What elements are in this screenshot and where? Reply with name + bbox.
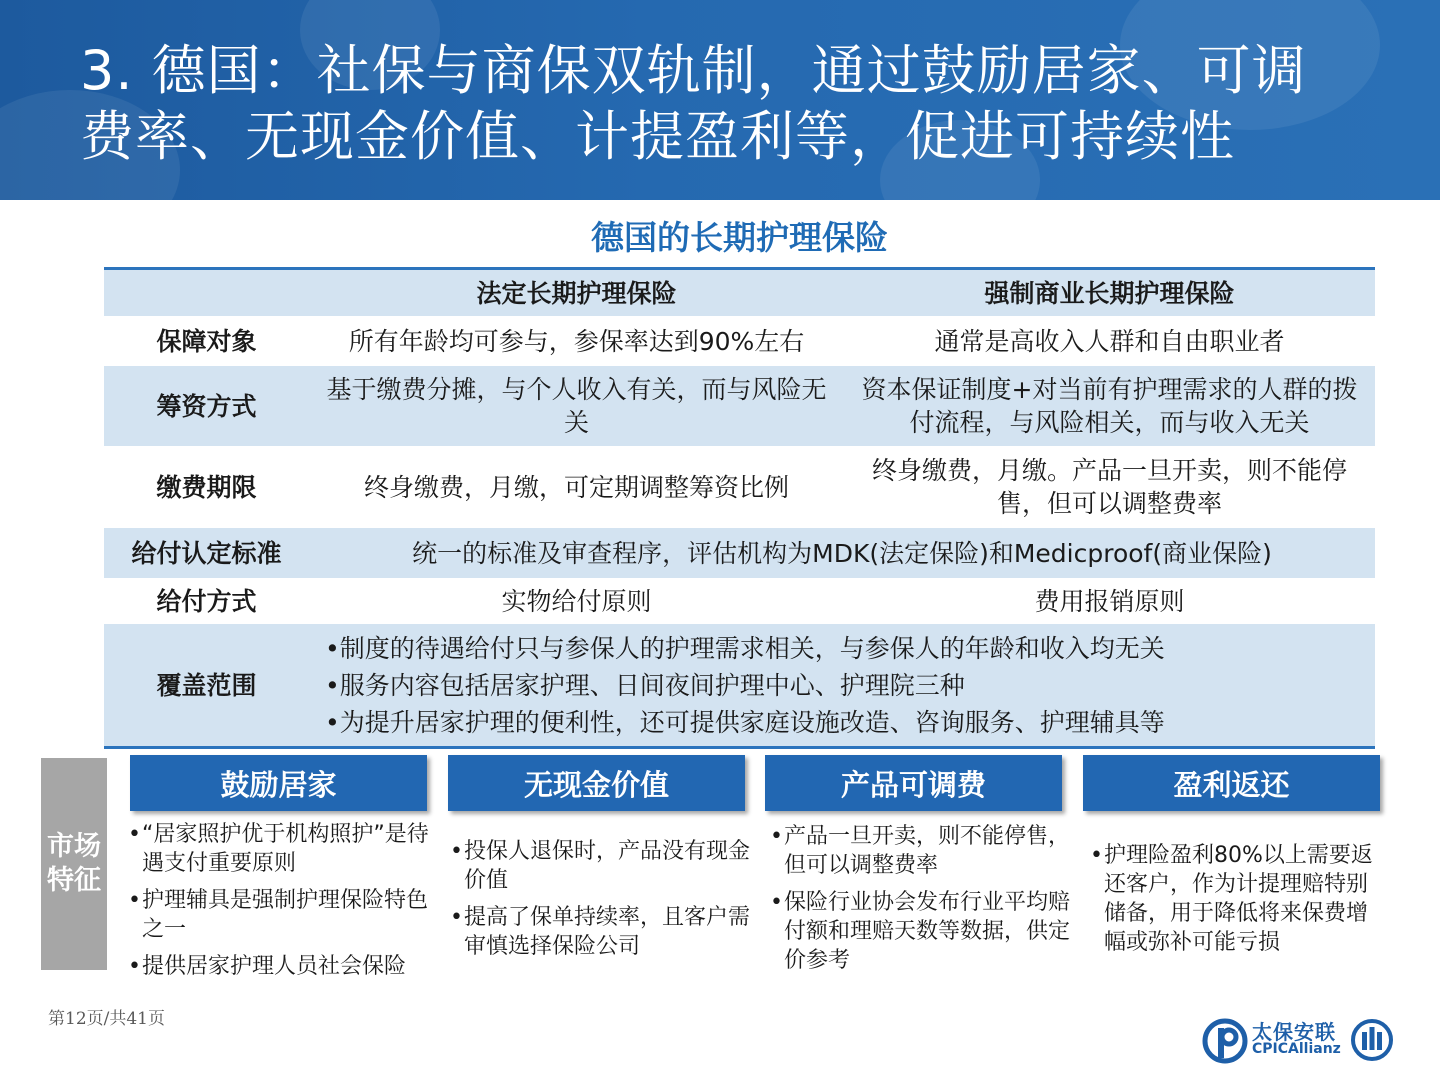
table-bottom-rule [104,746,1375,749]
statutory-cell: 实物给付原则 [501,586,652,616]
table-row [104,528,1375,578]
header-cell-statutory: 法定长期护理保险 [476,278,677,308]
row-label: 给付认定标准 [131,538,282,568]
merged-cell: 统一的标准及审查程序，评估机构为MDK(法定保险)和Medicproof(商业保险) [412,538,1272,568]
company-logo [1200,1014,1400,1066]
table-row [104,366,1375,446]
list-item: • 护理辅具是强制护理保险特色之一 [128,888,429,942]
list-item: • 提供居家护理人员社会保险 [128,954,407,979]
row-label: 缴费期限 [156,472,257,502]
feature-header-home-care: 鼓励居家 [130,755,427,811]
list-item: • 投保人退保时，产品没有现金价值 [450,839,751,893]
feature-header-no-cash-value: 无现金价值 [448,755,745,811]
logo-text-cn: 太保安联 [1252,1020,1336,1044]
list-item: •服务内容包括居家护理、日间夜间护理中心、护理院三种 [325,670,965,700]
table-row [104,578,1375,624]
commercial-cell: 费用报销原则 [1034,586,1185,616]
title-line-2: 费率、无现金价值、计提盈利等，促进可持续性 [80,105,1235,168]
feature-body-adjustable-premium [770,822,1075,983]
page-number: 第12页/共41页 [48,1009,165,1029]
row-label: 给付方式 [156,586,257,616]
list-item: • “居家照护优于机构照护”是待遇支付重要原则 [128,822,429,876]
row-label: 筹资方式 [156,391,257,421]
row-label: 保障对象 [156,326,257,356]
feature-header-profit-return: 盈利返还 [1083,755,1380,811]
title-line-1: 3. 德国：社保与商保双轨制，通过鼓励居家、可调 [80,39,1307,102]
list-item: •制度的待遇给付只与参保人的护理需求相关，与参保人的年龄和收入均无关 [325,633,1165,663]
table-row [104,316,1375,366]
table-row [104,624,1375,746]
list-item: • 保险行业协会发布行业平均赔付额和理赔天数等数据，供定价参考 [770,890,1071,973]
commercial-cell: 通常是高收入人群和自由职业者 [934,326,1285,356]
header-cell-commercial: 强制商业长期护理保险 [984,278,1235,308]
market-label-line-1: 市场 [47,831,101,862]
list-item: • 提高了保单持续率，且客户需审慎选择保险公司 [450,905,751,959]
allianz-logo-icon [1350,1018,1394,1062]
statutory-cell: 所有年龄均可参与，参保率达到90%左右 [348,326,805,356]
list-item: •为提升居家护理的便利性，还可提供家庭设施改造、咨询服务、护理辅具等 [325,707,1165,737]
feature-body-profit-return [1090,841,1380,965]
cpic-logo-icon [1202,1018,1248,1064]
feature-body-home-care [128,820,438,989]
market-features-label [41,758,107,970]
market-label-line-2: 特征 [47,865,101,896]
row-label: 覆盖范围 [156,670,257,700]
table-title: 德国的长期护理保险 [591,218,888,257]
commercial-cell: 资本保证制度+对当前有护理需求的人群的拨付流程，与风险相关，而与收入无关 [861,375,1358,437]
statutory-cell: 终身缴费，月缴，可定期调整筹资比例 [363,472,789,502]
comparison-table [104,267,1375,749]
commercial-cell: 终身缴费，月缴。产品一旦开卖，则不能停售，但可以调整费率 [871,456,1347,518]
list-item: • 护理险盈利80%以上需要返还客户，作为计提理赔特别储备，用于降低将来保费增幅或弥补可能亏损 [1090,843,1373,955]
coverage-bullets [309,630,1375,741]
header-banner [0,0,1440,200]
feature-body-no-cash-value [450,837,755,969]
logo-text-en: CPICAllianz [1252,1041,1341,1057]
statutory-cell: 基于缴费分摊，与个人收入有关，而与风险无关 [326,375,827,437]
page-title [80,38,1400,170]
list-item: • 产品一旦开卖，则不能停售，但可以调整费率 [770,824,1071,878]
table-header-row [104,270,1375,316]
feature-header-adjustable-premium: 产品可调费 [765,755,1062,811]
table-row [104,446,1375,528]
